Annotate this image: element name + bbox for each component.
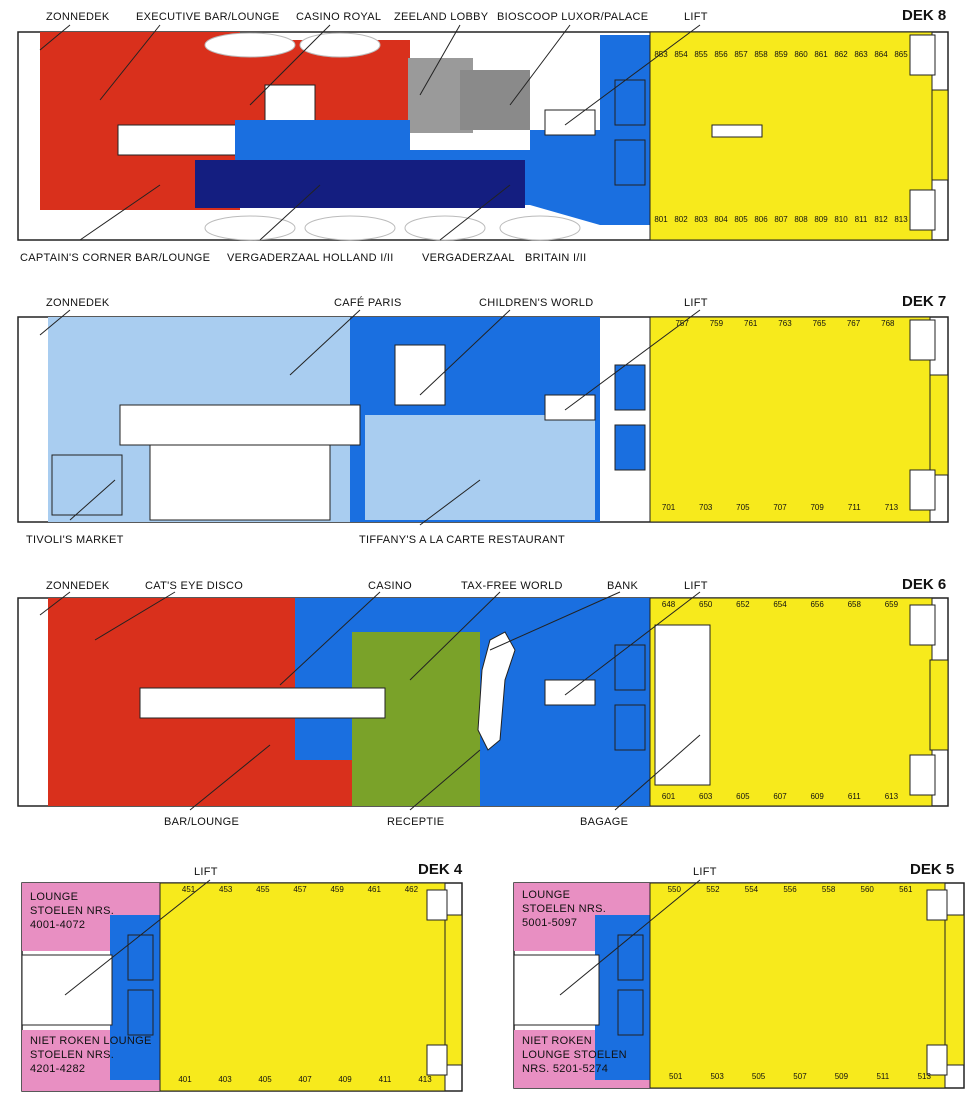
cabin: 807 <box>774 215 788 224</box>
cabin: 554 <box>744 885 759 894</box>
label-lift-6: LIFT <box>684 580 708 592</box>
cabin: 656 <box>810 600 824 609</box>
cabin: 853 <box>654 50 668 59</box>
cabin: 804 <box>714 215 728 224</box>
deck-8-title: DEK 8 <box>902 7 947 24</box>
cabin: 864 <box>874 50 888 59</box>
label-nr-5-l2: LOUNGE STOELEN <box>522 1049 627 1061</box>
label-nr-5-l3: NRS. 5201-5274 <box>522 1063 609 1075</box>
cabin: 709 <box>810 503 824 512</box>
cabin: 757 <box>675 319 689 328</box>
cabin: 453 <box>219 885 233 894</box>
cabin: 603 <box>699 792 713 801</box>
label-executive-bar: EXECUTIVE BAR/LOUNGE <box>136 11 280 23</box>
cabin: 703 <box>699 503 713 512</box>
cabin: 711 <box>847 503 861 512</box>
label-bar-lounge: BAR/LOUNGE <box>164 816 240 828</box>
label-tivolis-market: TIVOLI'S MARKET <box>26 534 124 546</box>
cabin: 654 <box>773 600 787 609</box>
deck-4 <box>0 855 480 1095</box>
cabin: 607 <box>773 792 787 801</box>
deck-8-cabins-bottom <box>651 215 911 224</box>
label-lift-4: LIFT <box>194 866 218 878</box>
cabin: 862 <box>834 50 848 59</box>
cabin: 411 <box>378 1075 392 1084</box>
cabin: 409 <box>338 1075 352 1084</box>
label-lounge-4-l1: LOUNGE <box>30 891 79 903</box>
cabin: 407 <box>298 1075 312 1084</box>
label-lounge-5-l2: STOELEN NRS. <box>522 903 607 915</box>
cabin: 859 <box>774 50 788 59</box>
deck-6-cabins-bottom <box>650 792 910 801</box>
label-tax-free: TAX-FREE WORLD <box>461 580 563 592</box>
cabin: 609 <box>810 792 824 801</box>
label-cafe-paris: CAFÉ PARIS <box>334 297 402 309</box>
label-lift-8: LIFT <box>684 11 708 23</box>
cabin: 648 <box>661 600 676 609</box>
deck-7-cabins-bottom <box>650 503 910 512</box>
cabin: 459 <box>330 885 344 894</box>
deck-7 <box>0 285 978 555</box>
cabin: 455 <box>256 885 270 894</box>
deck-8-plan <box>0 0 978 270</box>
label-nr-4-l1: NIET ROKEN LOUNGE <box>30 1035 152 1047</box>
cabin: 705 <box>736 503 750 512</box>
cabin: 611 <box>847 792 861 801</box>
label-vergaderzaal-holland: VERGADERZAAL HOLLAND I/II <box>227 252 394 264</box>
cabin: 560 <box>860 885 874 894</box>
cabin: 659 <box>884 600 899 609</box>
label-lift-7: LIFT <box>684 297 708 309</box>
cabin: 405 <box>258 1075 272 1084</box>
label-lounge-4-l2: STOELEN NRS. <box>30 905 115 917</box>
deck-5-cabins-top <box>655 885 925 894</box>
cabin: 805 <box>734 215 748 224</box>
label-nr-5-l1: NIET ROKEN <box>522 1035 593 1047</box>
label-casino-royal: CASINO ROYAL <box>296 11 382 23</box>
cabin: 513 <box>917 1072 931 1081</box>
cabin: 765 <box>812 319 826 328</box>
cabin: 505 <box>751 1072 766 1081</box>
cabin: 759 <box>709 319 724 328</box>
cabin: 865 <box>894 50 908 59</box>
label-tiffanys: TIFFANY'S A LA CARTE RESTAURANT <box>359 534 565 546</box>
cabin: 601 <box>661 792 676 801</box>
label-nr-4-l3: 4201-4282 <box>30 1063 86 1075</box>
label-zonnedek-8: ZONNEDEK <box>46 11 110 23</box>
cabin: 552 <box>706 885 720 894</box>
cabin: 707 <box>773 503 787 512</box>
cabin: 550 <box>667 885 681 894</box>
deck-5 <box>490 855 978 1095</box>
cabin: 761 <box>744 319 758 328</box>
label-lift-5: LIFT <box>693 866 717 878</box>
label-bagage: BAGAGE <box>580 816 629 828</box>
deck-7-title: DEK 7 <box>902 293 947 310</box>
label-britain: BRITAIN I/II <box>525 252 587 264</box>
deck-5-cabins-bottom <box>655 1072 945 1081</box>
label-receptie: RECEPTIE <box>387 816 445 828</box>
cabin: 451 <box>181 885 196 894</box>
label-bioscoop: BIOSCOOP LUXOR/PALACE <box>497 11 649 23</box>
cabin: 861 <box>814 50 828 59</box>
cabin: 613 <box>884 792 899 801</box>
label-childrens-world: CHILDREN'S WORLD <box>479 297 594 309</box>
cabin: 811 <box>854 215 868 224</box>
cabin: 857 <box>734 50 748 59</box>
label-casino: CASINO <box>368 580 412 592</box>
cabin: 605 <box>736 792 750 801</box>
cabin: 802 <box>674 215 688 224</box>
cabin: 767 <box>846 319 861 328</box>
cabin: 507 <box>793 1072 807 1081</box>
cabin: 854 <box>674 50 688 59</box>
cabin: 501 <box>669 1072 683 1081</box>
cabin: 650 <box>699 600 713 609</box>
deck-5-title: DEK 5 <box>910 861 955 878</box>
cabin: 713 <box>884 503 899 512</box>
cabin: 413 <box>418 1075 432 1084</box>
deck-4-cabins-bottom <box>165 1075 445 1084</box>
label-lounge-5-l3: 5001-5097 <box>522 917 578 929</box>
label-vergaderzaal: VERGADERZAAL <box>422 252 515 264</box>
label-zonnedek-6: ZONNEDEK <box>46 580 110 592</box>
label-bank: BANK <box>607 580 639 592</box>
cabin: 808 <box>794 215 808 224</box>
cabin: 768 <box>881 319 895 328</box>
deck-4-cabins-top <box>170 885 430 894</box>
cabin: 803 <box>694 215 708 224</box>
deck-6-title: DEK 6 <box>902 576 947 593</box>
cabin: 658 <box>847 600 861 609</box>
cabin: 813 <box>894 215 908 224</box>
deck-6-cabins-top <box>650 600 910 609</box>
label-zonnedek-7: ZONNEDEK <box>46 297 110 309</box>
deck-7-cabins-top <box>665 319 905 328</box>
cabin: 509 <box>834 1072 849 1081</box>
cabin: 558 <box>821 885 836 894</box>
cabin: 561 <box>899 885 913 894</box>
cabin: 810 <box>834 215 848 224</box>
cabin: 652 <box>736 600 750 609</box>
label-lounge-4-l3: 4001-4072 <box>30 919 86 931</box>
deck-8 <box>0 0 978 270</box>
cabin: 855 <box>694 50 708 59</box>
cabin: 457 <box>293 885 307 894</box>
label-cats-eye: CAT'S EYE DISCO <box>145 580 244 592</box>
deck-8-cabins-top <box>651 50 911 59</box>
cabin: 812 <box>874 215 888 224</box>
label-captains-corner: CAPTAIN'S CORNER BAR/LOUNGE <box>20 252 211 264</box>
label-zeeland-lobby: ZEELAND LOBBY <box>394 11 489 23</box>
cabin: 462 <box>404 885 419 894</box>
cabin: 701 <box>661 503 676 512</box>
cabin: 461 <box>367 885 381 894</box>
deck-6 <box>0 570 978 840</box>
cabin: 403 <box>218 1075 232 1084</box>
cabin: 858 <box>754 50 768 59</box>
label-nr-4-l2: STOELEN NRS. <box>30 1049 115 1061</box>
deck-4-title: DEK 4 <box>418 861 463 878</box>
cabin: 860 <box>794 50 808 59</box>
cabin: 503 <box>710 1072 724 1081</box>
cabin: 856 <box>714 50 728 59</box>
cabin: 801 <box>654 215 668 224</box>
cabin: 863 <box>854 50 868 59</box>
cabin: 401 <box>178 1075 192 1084</box>
cabin: 809 <box>814 215 828 224</box>
cabin: 763 <box>778 319 792 328</box>
cabin: 511 <box>876 1072 890 1081</box>
cabin: 806 <box>754 215 768 224</box>
cabin: 556 <box>783 885 797 894</box>
label-lounge-5-l1: LOUNGE <box>522 889 571 901</box>
